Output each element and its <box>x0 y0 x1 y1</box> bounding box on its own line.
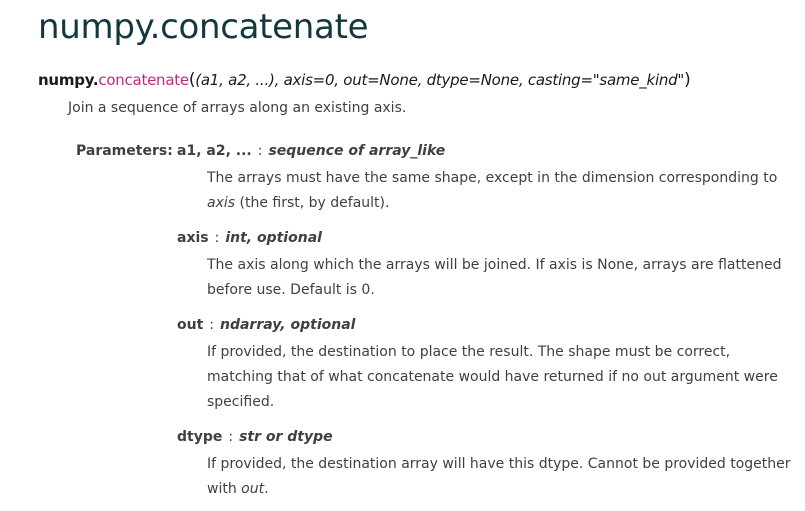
param-desc-line: If provided, the destination array will have this dtype. Cannot be provided together <box>207 456 791 472</box>
param-a1-a2-description <box>207 166 792 216</box>
function-signature <box>38 70 690 90</box>
param-type: str or dtype <box>239 429 333 445</box>
param-desc-emphasis: out <box>241 481 265 497</box>
param-name: out <box>177 317 204 333</box>
param-desc-line: matching that of what concatenate would have returned if no out argument were <box>207 369 778 385</box>
param-axis-description <box>207 253 792 303</box>
param-desc-emphasis: axis <box>207 195 236 211</box>
parameters-heading: Parameters: <box>76 143 173 159</box>
param-desc-text: (the first, by default). <box>235 195 390 211</box>
param-name: axis <box>177 230 209 246</box>
param-desc-line: The arrays must have the same shape, except in the dimension corresponding to <box>207 170 778 186</box>
param-separator: : <box>257 143 263 159</box>
param-separator: : <box>228 429 234 445</box>
param-name: dtype <box>177 429 223 445</box>
function-summary: Join a sequence of arrays along an existing axis. <box>68 100 407 116</box>
param-out-header <box>177 317 355 333</box>
signature-open-paren: ( <box>188 70 196 90</box>
param-separator: : <box>214 230 220 246</box>
param-type: ndarray, optional <box>220 317 356 333</box>
param-desc-line: The axis along which the arrays will be joined. If axis is None, arrays are flattened <box>207 257 782 273</box>
signature-params: (a1, a2, ...), axis=0, out=None, dtype=None, casting="same_kind" <box>195 71 685 89</box>
param-separator: : <box>209 317 214 333</box>
signature-module: numpy. <box>38 71 99 89</box>
param-axis-header <box>177 230 322 246</box>
param-desc-text: with <box>207 481 242 497</box>
param-desc-line <box>207 477 792 502</box>
param-desc-text: . <box>264 481 269 497</box>
param-desc-line: If provided, the destination to place the result. The shape must be correct, <box>207 344 731 360</box>
param-desc-line <box>207 191 792 216</box>
page-title: numpy.concatenate <box>38 7 369 47</box>
param-out-description <box>207 340 792 415</box>
param-type: int, optional <box>225 230 322 246</box>
param-name: a1, a2, ... <box>177 143 252 159</box>
signature-function-name: concatenate <box>98 71 189 89</box>
param-dtype-header <box>177 429 333 445</box>
param-a1-a2-header <box>177 143 445 159</box>
signature-close-paren: ) <box>684 70 691 90</box>
param-desc-line: before use. Default is 0. <box>207 282 375 298</box>
param-type: sequence of array_like <box>268 143 446 159</box>
param-desc-line: specified. <box>207 394 275 410</box>
param-dtype-description <box>207 452 792 502</box>
